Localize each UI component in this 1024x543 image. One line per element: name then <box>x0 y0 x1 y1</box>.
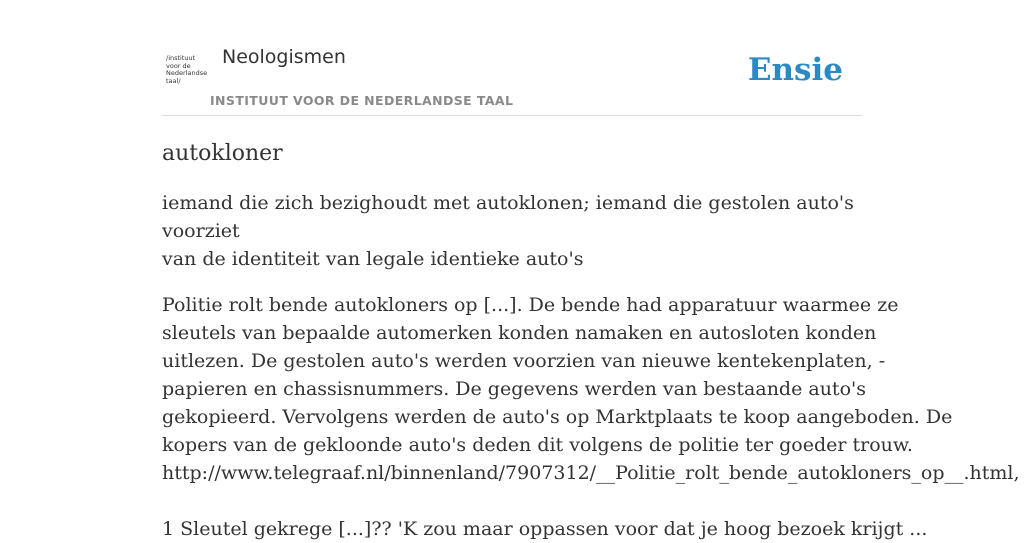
example-line: Politie rolt bende autokloners op [...]. De bende had apparatuur waarmee ze <box>162 294 899 316</box>
example-line: uitlezen. De gestolen auto's werden voorzien van nieuwe kentekenplaten, - <box>162 350 886 372</box>
entry-title: autokloner <box>162 141 283 166</box>
logo-line: Nederlandse <box>166 69 208 77</box>
ensie-brand-link[interactable]: Ensie <box>747 52 843 88</box>
example-line: papieren en chassisnummers. De gegevens werden van bestaande auto's <box>162 378 866 400</box>
entry-definition <box>162 189 862 273</box>
definition-line: iemand die zich bezighoudt met autoklonen; iemand die gestolen auto's voorziet <box>162 192 854 242</box>
example-line: kopers van de gekloonde auto's deden dit volgens de politie ter goeder trouw. <box>162 434 913 456</box>
definition-line: van de identiteit van legale identieke auto's <box>162 248 584 270</box>
ivdnt-logo[interactable] <box>166 55 208 91</box>
logo-line: voor de <box>166 61 191 70</box>
example-line: sleutels van bepaalde automerken konden namaken en autosloten konden <box>162 322 877 344</box>
organization-name: INSTITUUT VOOR DE NEDERLANDSE TAAL <box>210 93 514 108</box>
example-line: gekopieerd. Vervolgens werden de auto's op Marktplaats te koop aangeboden. De <box>162 406 953 428</box>
source-url: http://www.telegraaf.nl/binnenland/7907312/__Politie_rolt_bende_autokloners_op__.html, <box>162 462 1020 484</box>
page-header <box>162 40 862 116</box>
entry-example <box>162 291 1020 543</box>
logo-line: /instituut <box>166 54 196 62</box>
entry-content <box>162 138 1020 543</box>
logo-line: taal/ <box>166 76 181 85</box>
comment-line: 1 Sleutel gekrege [...]?? 'K zou maar oppassen voor dat je hoog bezoek krijgt ... <box>162 518 928 540</box>
spacer <box>162 487 942 515</box>
site-name-link[interactable]: Neologismen <box>222 46 346 68</box>
